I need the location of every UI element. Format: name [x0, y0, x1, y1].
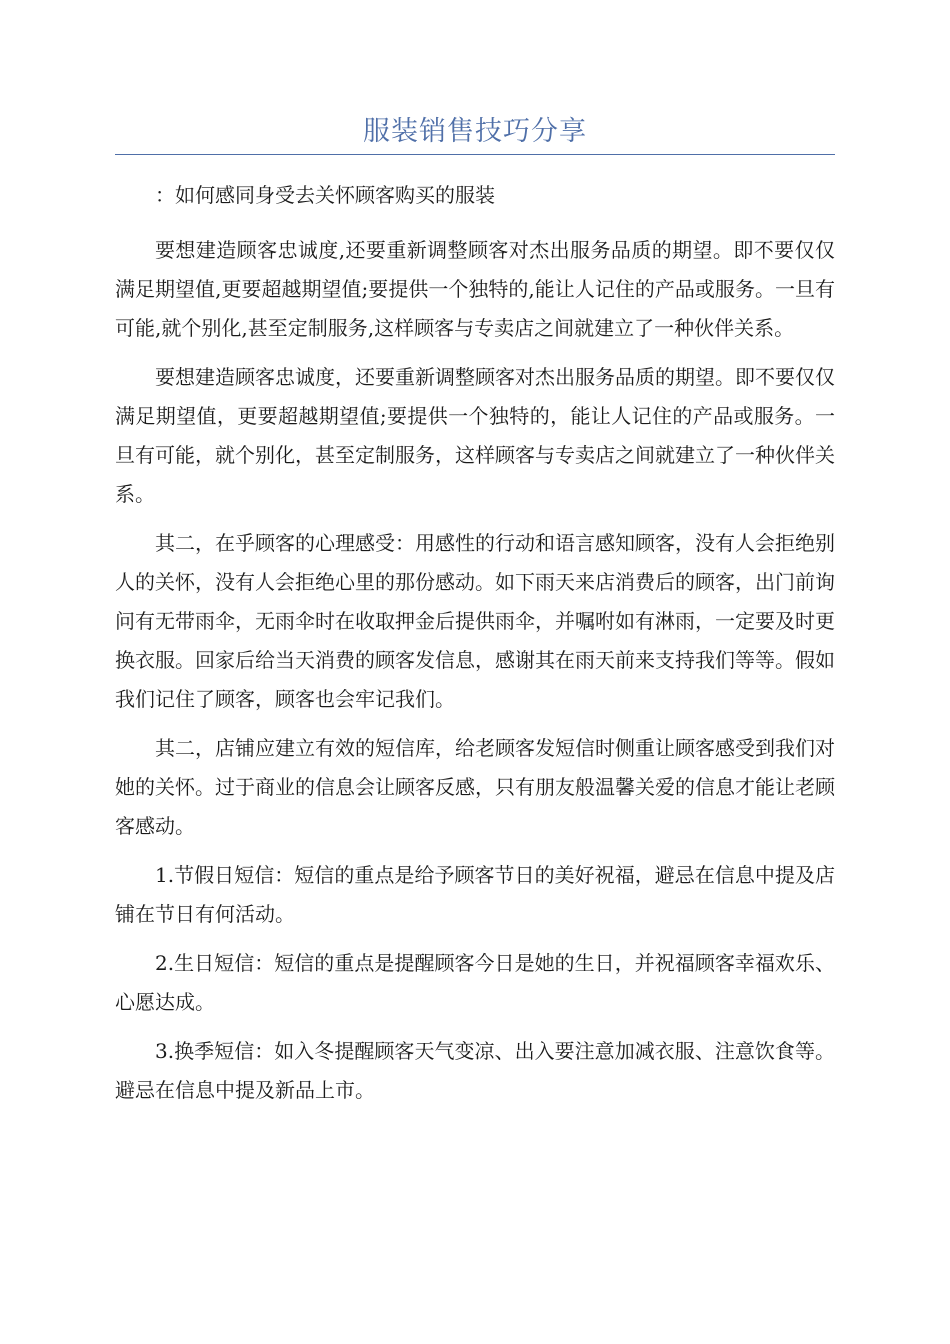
title-underline [115, 154, 835, 155]
paragraph-1: 要想建造顾客忠诚度,还要重新调整顾客对杰出服务品质的期望。即不要仅仅满足期望值,更要超越期望值;要提供一个独特的,能让人记住的产品或服务。一旦有可能,就个别化,甚至定制服务,这样顾客与专卖店之间就建立了一种伙伴关系。 [115, 238, 835, 340]
list-item-holiday-sms: 1.节假日短信：短信的重点是给予顾客节日的美好祝福，避忌在信息中提及店铺在节日有何活动。 [115, 863, 835, 926]
list-item-birthday-sms: 2.生日短信：短信的重点是提醒顾客今日是她的生日，并祝福顾客幸福欢乐、心愿达成。 [115, 951, 835, 1014]
paragraph-2: 要想建造顾客忠诚度，还要重新调整顾客对杰出服务品质的期望。即不要仅仅满足期望值，更要超越期望值;要提供一个独特的，能让人记住的产品或服务。一旦有可能，就个别化，甚至定制服务，这样顾客与专卖店之间就建立了一种伙伴关系。 [115, 365, 835, 506]
list-item-season-sms: 3.换季短信：如入冬提醒顾客天气变凉、出入要注意加减衣服、注意饮食等。避忌在信息中提及新品上市。 [115, 1039, 835, 1102]
paragraph-3: 其二，在乎顾客的心理感受：用感性的行动和语言感知顾客，没有人会拒绝别人的关怀，没有人会拒绝心里的那份感动。如下雨天来店消费后的顾客，出门前询问有无带雨伞，无雨伞时在收取押金后提供雨伞，并嘱咐如有淋雨，一定要及时更换衣服。回家后给当天消费的顾客发信息，感谢其在雨天前来支持我们等等。假如我们记住了顾客，顾客也会牢记我们。 [115, 531, 835, 711]
paragraph-4: 其二，店铺应建立有效的短信库，给老顾客发短信时侧重让顾客感受到我们对她的关怀。过于商业的信息会让顾客反感，只有朋友般温馨关爱的信息才能让老顾客感动。 [115, 736, 835, 838]
document-body [115, 176, 835, 1120]
document-subtitle: ：如何感同身受去关怀顾客购买的服装 [155, 183, 495, 207]
document-title: 服装销售技巧分享 [363, 116, 587, 147]
